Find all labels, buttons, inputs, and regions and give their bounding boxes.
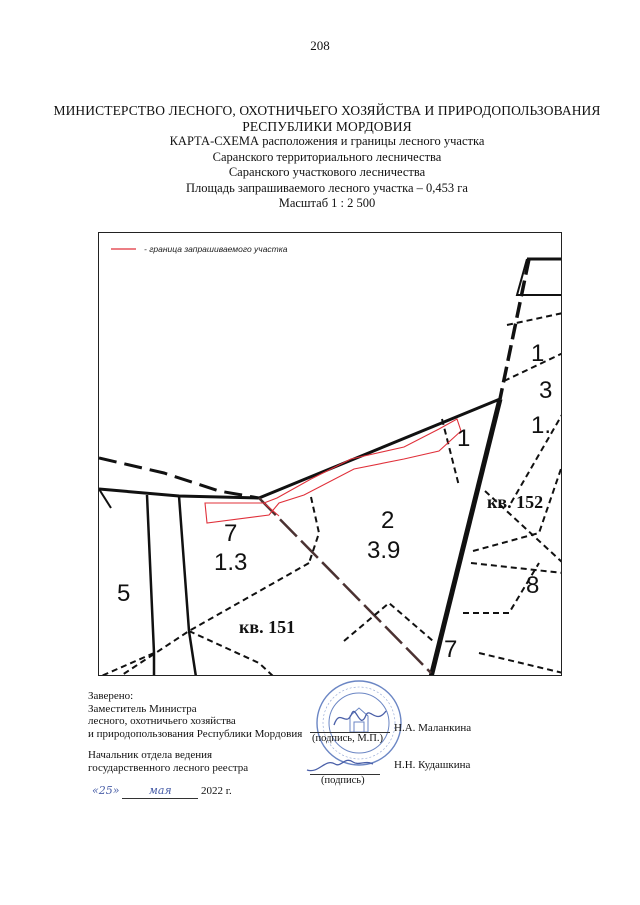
parcel-border (344, 603, 433, 641)
map-scale: Масштаб 1 : 2 500 (278, 196, 376, 210)
legend-label: - граница запрашиваемого участка (144, 244, 288, 254)
district-forestry-name: Саранского участкового лесничества (228, 165, 426, 179)
parcel-label-8: 8 (526, 572, 540, 599)
date-month-field (122, 785, 198, 799)
head-title-line1: Начальник отдела ведения (88, 749, 213, 761)
certified-label: Заверено: (88, 690, 134, 702)
parcel-label-1-top: 1 (531, 340, 545, 367)
ministry-name-line2: РЕСПУБЛИКИ МОРДОВИЯ (242, 118, 412, 134)
parcel-label-7: 7 (224, 520, 238, 547)
date-line (92, 785, 292, 801)
date-month: мая (148, 784, 172, 797)
deputy-name: Н.А. Маланкина (394, 722, 472, 734)
date-year: 2022 г. (200, 785, 232, 797)
requested-parcel-boundary (205, 419, 461, 523)
parcel-border (99, 489, 111, 508)
forestry-name: Саранского территориального лесничества (212, 149, 442, 164)
date-day: «25» (92, 784, 120, 797)
quarter-label-152: кв. 152 (487, 492, 544, 512)
page-number: 208 (310, 38, 330, 53)
parcel-label-3: 3 (539, 377, 553, 404)
quarter-border-151-152 (259, 498, 431, 673)
certification-block (88, 690, 302, 740)
parcel-label-2: 2 (381, 507, 395, 534)
parcel-border (189, 631, 274, 676)
forest-map (99, 233, 562, 676)
parcel-border (471, 563, 562, 573)
ministry-name-line1: МИНИСТЕРСТВО ЛЕСНОГО, ОХОТНИЧЬЕГО ХОЗЯЙСТВА И ПРИРОДОПОЛЬЗОВАНИЯ (53, 103, 601, 118)
map-frame (98, 232, 562, 676)
head-title-block (88, 749, 248, 774)
parcel-label-1: 1 (457, 425, 471, 452)
deputy-title-line2: лесного, охотничьего хозяйства (88, 715, 236, 727)
head-signature-caption: (подпись) (321, 775, 365, 786)
parcel-border (507, 313, 562, 325)
parcel-area: Площадь запрашиваемого лесного участка – 0,453 га (186, 180, 468, 195)
document-title: КАРТА-СХЕМА расположения и границы лесного участка (169, 134, 485, 148)
deputy-signature (330, 703, 390, 733)
document-header (40, 103, 614, 212)
parcel-label-3-9: 3.9 (367, 537, 401, 564)
quarter-label-151: кв. 151 (239, 617, 296, 637)
parcel-label-1-3: 1.3 (214, 549, 248, 576)
head-name: Н.Н. Кудашкина (394, 759, 471, 771)
deputy-signature-caption: (подпись, М.П.) (312, 733, 384, 744)
parcel-label-7-kv152: 7 (444, 636, 458, 663)
head-title-line2: государственного лесного реестра (88, 761, 249, 774)
deputy-title-line3: и природопользования Республики Мордовия (88, 727, 303, 740)
deputy-title-line1: Заместитель Министра (88, 702, 197, 715)
parcel-label-1-dot: 1. (531, 412, 552, 439)
parcel-label-5: 5 (117, 580, 131, 607)
quarter-border (500, 259, 529, 399)
parcel-border (179, 496, 196, 676)
parcel-border (147, 495, 154, 676)
parcel-border (479, 653, 562, 673)
